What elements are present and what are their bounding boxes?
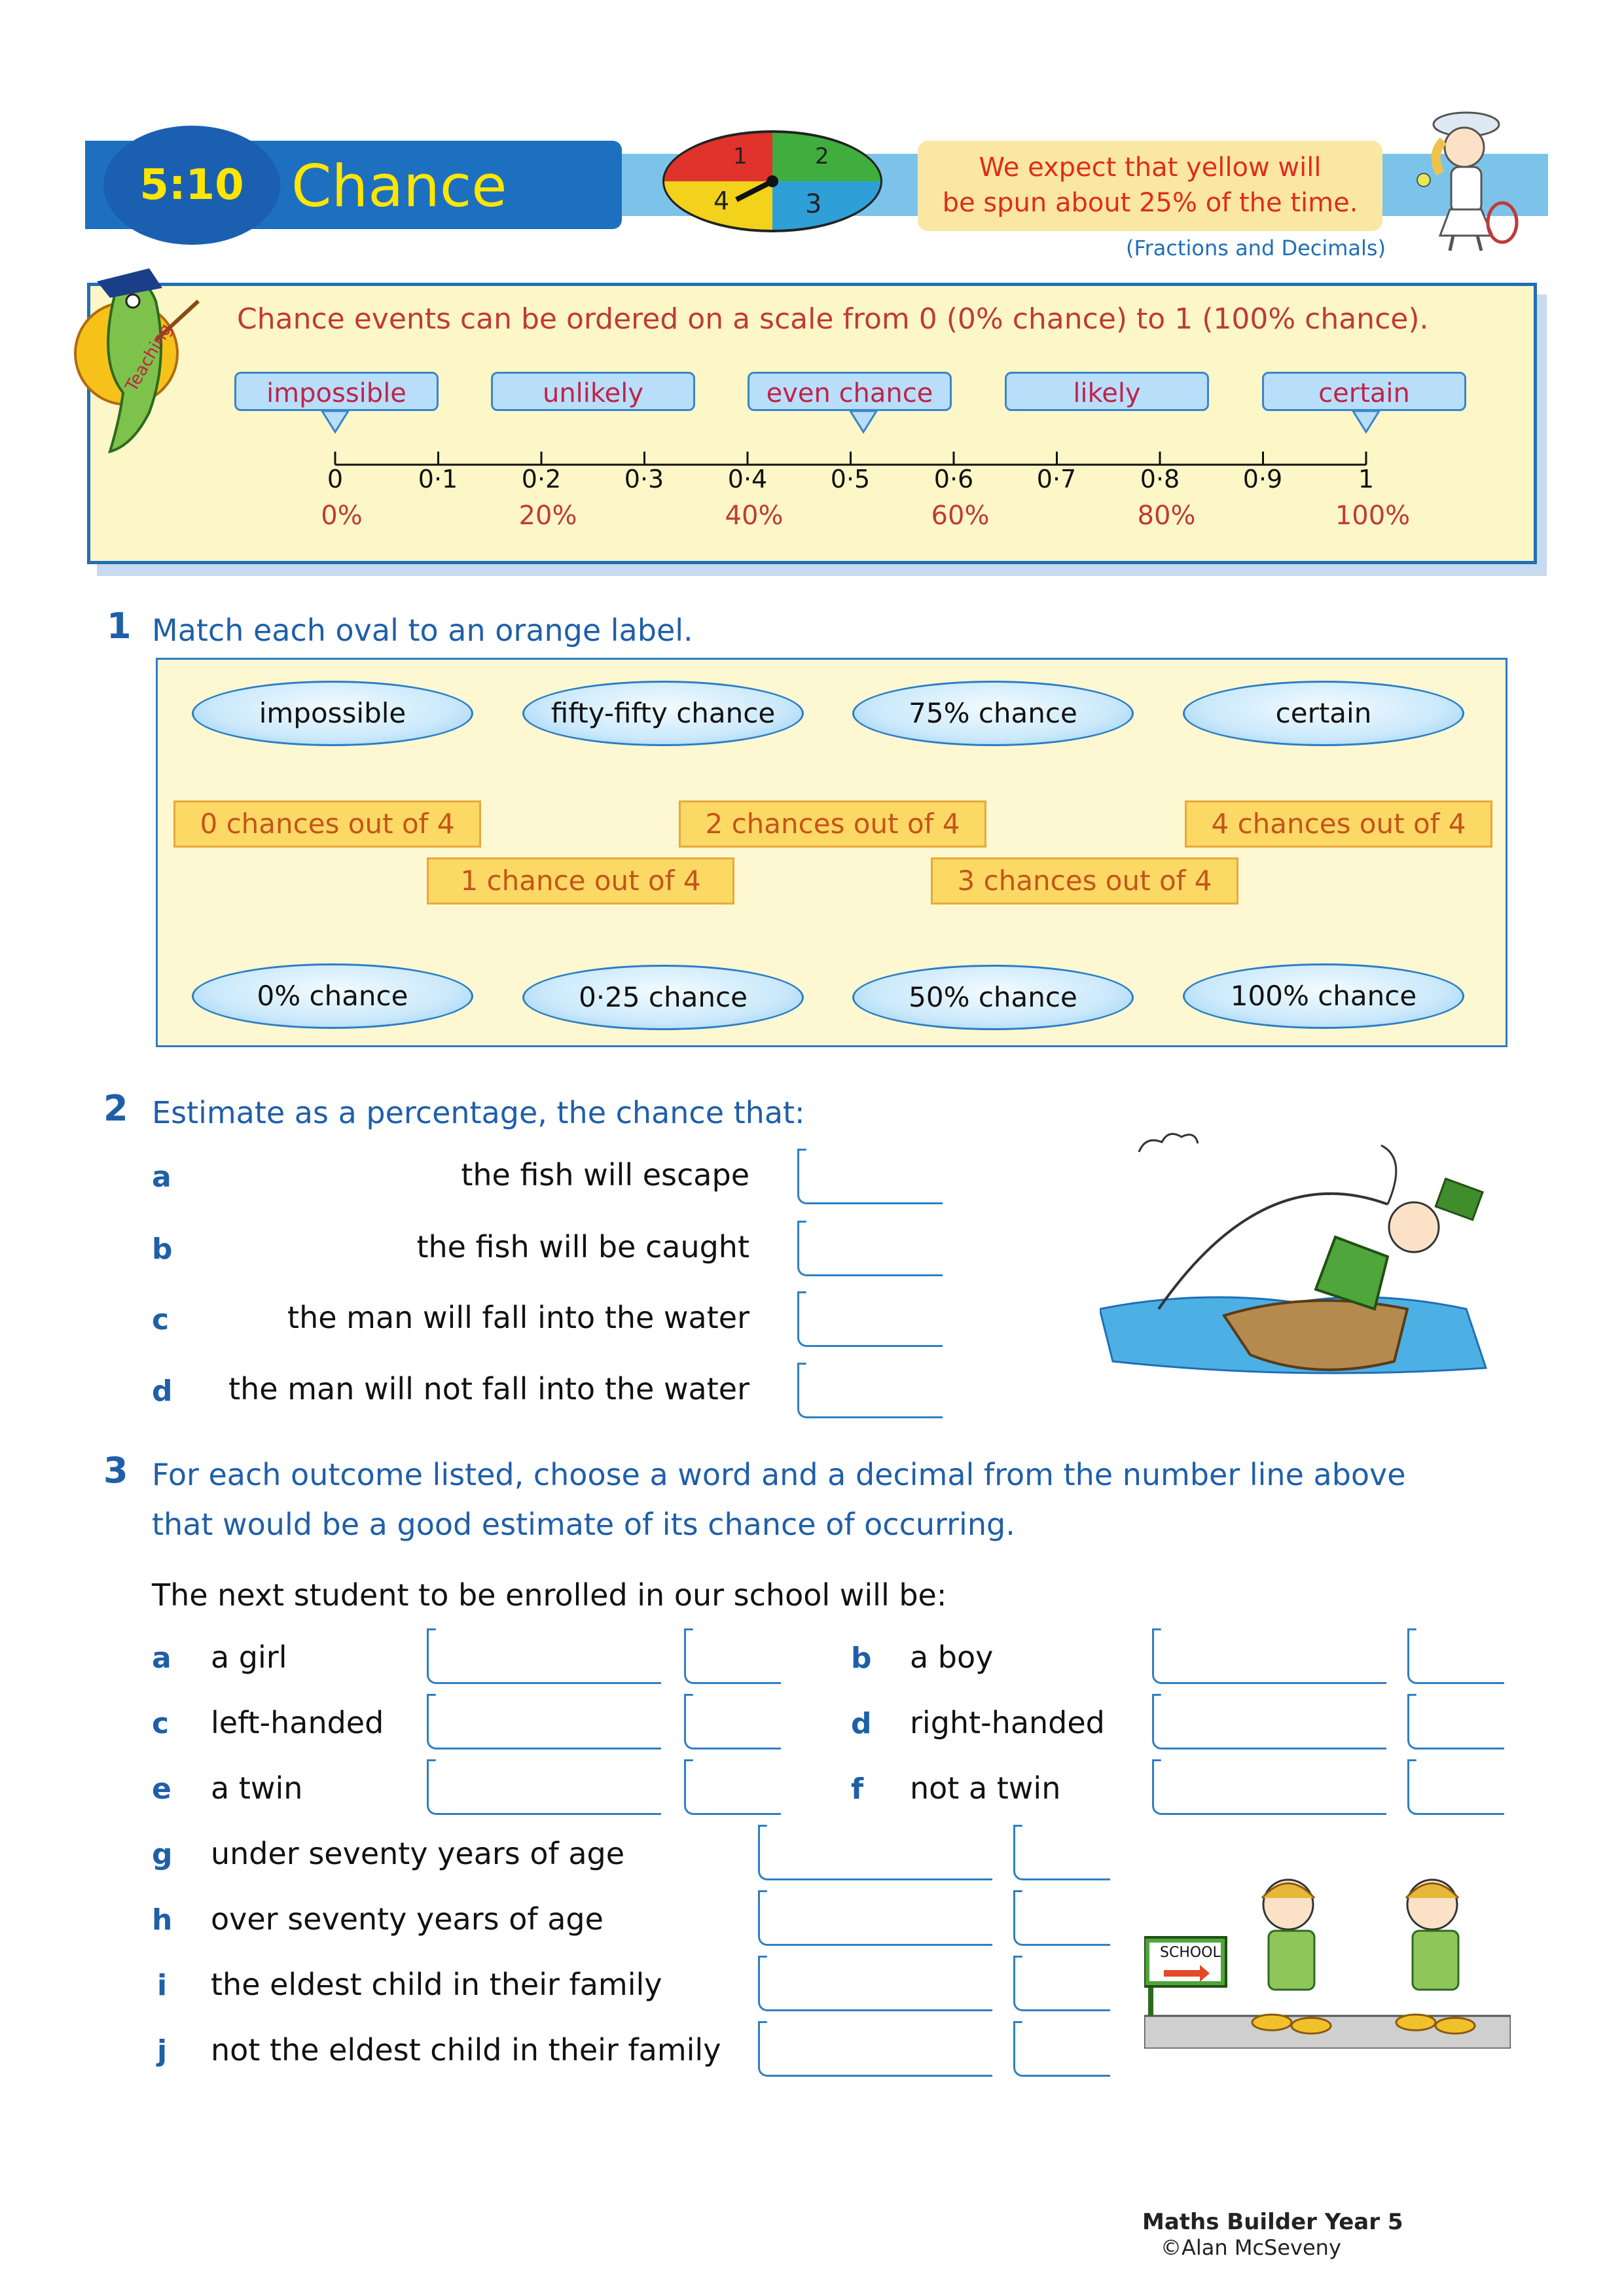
spinner-number-4: 4 (713, 187, 730, 215)
q3-decimal-answer-d[interactable] (1407, 1694, 1504, 1749)
q2-item-c: the man will fall into the water (287, 1300, 749, 1335)
q3-item-b: a boy (910, 1640, 994, 1675)
q3-decimal-answer-i[interactable] (1013, 1956, 1110, 2011)
q3-letter-f: f (851, 1772, 864, 1806)
header-callout (918, 141, 1382, 231)
q3-decimal-answer-f[interactable] (1407, 1759, 1504, 1815)
spinner-number-3: 3 (805, 189, 822, 219)
q3-item-i: the eldest child in their family (211, 1967, 662, 2002)
percent-20: 20% (518, 501, 577, 531)
percent-80: 80% (1137, 501, 1196, 531)
q3-text-line-1: For each outcome listed, choose a word and a decimal from the number line above (152, 1457, 1406, 1492)
q3-decimal-answer-g[interactable] (1013, 1825, 1110, 1880)
school-sign-text: SCHOOL (1160, 1945, 1221, 1961)
scale-label-unlikely: unlikely (491, 372, 695, 411)
q3-letter-h: h (152, 1903, 173, 1937)
orange-label-4-of-4[interactable]: 4 chances out of 4 (1185, 800, 1492, 848)
q3-item-f: not a twin (910, 1770, 1061, 1806)
q3-word-answer-i[interactable] (758, 1956, 992, 2011)
q3-word-answer-j[interactable] (758, 2021, 992, 2077)
orange-label-3-of-4[interactable]: 3 chances out of 4 (931, 857, 1238, 905)
tick-0-9: 0·9 (1242, 465, 1283, 493)
q3-item-a: a girl (211, 1640, 287, 1675)
q2-answer-c[interactable] (797, 1291, 943, 1347)
oval-0-25-chance[interactable]: 0·25 chance (522, 965, 804, 1030)
scale-label-even-chance: even chance (748, 372, 952, 411)
tick-0: 0 (327, 465, 344, 493)
topic-label: (Fractions and Decimals) (1126, 236, 1386, 260)
tick-0-8: 0·8 (1140, 465, 1180, 493)
q2-answer-b[interactable] (797, 1221, 943, 1276)
q3-item-c: left-handed (211, 1705, 384, 1740)
q2-item-b: the fish will be caught (416, 1229, 749, 1265)
q1-number: 1 (107, 605, 132, 647)
orange-label-2-of-4[interactable]: 2 chances out of 4 (679, 800, 986, 848)
q3-intro: The next student to be enrolled in our school will be: (152, 1577, 947, 1613)
q3-letter-a: a (152, 1641, 171, 1675)
q3-word-answer-d[interactable] (1152, 1694, 1386, 1749)
q3-item-d: right-handed (910, 1705, 1105, 1740)
lesson-code: 5:10 (139, 161, 244, 209)
teaching-text: Chance events can be ordered on a scale from 0 (0% chance) to 1 (100% chance). (237, 302, 1429, 336)
q3-item-e: a twin (211, 1770, 303, 1806)
q2-letter-c: c (152, 1303, 170, 1336)
q3-decimal-answer-a[interactable] (684, 1628, 781, 1684)
tick-1: 1 (1358, 465, 1375, 493)
scale-label-impossible: impossible (234, 372, 439, 411)
fisherman-illustration (1100, 1093, 1492, 1401)
q2-text: Estimate as a percentage, the chance that: (152, 1095, 805, 1130)
q3-word-answer-g[interactable] (758, 1825, 992, 1880)
tick-0-1: 0·1 (418, 465, 458, 493)
scale-label-certain: certain (1262, 372, 1466, 411)
q2-letter-d: d (152, 1374, 173, 1408)
q3-letter-g: g (152, 1838, 173, 1871)
q2-number: 2 (103, 1088, 128, 1129)
percent-0: 0% (321, 501, 363, 531)
pointer-even-chance (850, 411, 876, 432)
callout-line-1: We expect that yellow will (979, 152, 1322, 183)
teaching-fish-badge (71, 262, 202, 458)
scale-label-likely: likely (1005, 372, 1209, 411)
orange-label-0-of-4[interactable]: 0 chances out of 4 (173, 800, 481, 848)
q3-item-g: under seventy years of age (211, 1836, 625, 1871)
q3-letter-c: c (152, 1707, 170, 1740)
q2-answer-d[interactable] (797, 1363, 943, 1418)
q3-decimal-answer-c[interactable] (684, 1694, 781, 1749)
q2-item-d: the man will not fall into the water (228, 1371, 749, 1407)
q3-decimal-answer-j[interactable] (1013, 2021, 1110, 2077)
oval-impossible[interactable]: impossible (192, 681, 473, 746)
q2-letter-a: a (152, 1160, 171, 1194)
q3-decimal-answer-h[interactable] (1013, 1890, 1110, 1946)
oval-fifty-fifty[interactable]: fifty-fifty chance (522, 681, 804, 746)
q3-word-answer-h[interactable] (758, 1890, 992, 1946)
q3-word-answer-c[interactable] (427, 1694, 661, 1749)
tick-0-4: 0·4 (727, 465, 768, 493)
q2-item-a: the fish will escape (461, 1157, 749, 1193)
q1-text: Match each oval to an orange label. (152, 613, 693, 648)
school-children-illustration (1144, 1865, 1511, 2049)
tick-0-2: 0·2 (521, 465, 562, 493)
percent-100: 100% (1335, 501, 1411, 531)
q2-letter-b: b (152, 1232, 173, 1266)
footer-book-title: Maths Builder Year 5 (1142, 2209, 1403, 2235)
q3-word-answer-f[interactable] (1152, 1759, 1386, 1815)
oval-0-percent[interactable]: 0% chance (192, 963, 473, 1029)
q3-letter-e: e (152, 1772, 171, 1806)
pointer-impossible (322, 411, 348, 432)
tick-0-6: 0·6 (933, 465, 974, 493)
oval-50-percent[interactable]: 50% chance (852, 965, 1134, 1030)
oval-75-percent[interactable]: 75% chance (852, 681, 1134, 746)
oval-certain[interactable]: certain (1183, 681, 1464, 746)
tick-0-7: 0·7 (1036, 465, 1077, 493)
tick-0-3: 0·3 (624, 465, 664, 493)
tick-0-5: 0·5 (830, 465, 871, 493)
oval-100-percent[interactable]: 100% chance (1183, 963, 1464, 1029)
footer-author: ©Alan McSeveny (1161, 2235, 1341, 2260)
percent-40: 40% (725, 501, 784, 531)
percent-60: 60% (931, 501, 990, 531)
q3-word-answer-e[interactable] (427, 1759, 661, 1815)
q3-letter-j: j (157, 2034, 168, 2068)
orange-label-1-of-4[interactable]: 1 chance out of 4 (427, 857, 734, 905)
q3-number: 3 (103, 1450, 128, 1491)
q3-decimal-answer-b[interactable] (1407, 1628, 1504, 1684)
spinner-number-2: 2 (815, 143, 829, 170)
tennis-girl-illustration (1404, 101, 1528, 255)
q3-word-answer-a[interactable] (427, 1628, 661, 1684)
q3-item-j: not the eldest child in their family (211, 2032, 721, 2068)
q3-letter-i: i (157, 1969, 168, 2002)
q2-answer-a[interactable] (797, 1149, 943, 1204)
page-title: Chance (291, 152, 507, 220)
number-line (314, 411, 1388, 470)
pointer-certain (1353, 411, 1379, 432)
q3-text-line-2: that would be a good estimate of its chance of occurring. (152, 1507, 1015, 1542)
q3-decimal-answer-e[interactable] (684, 1759, 781, 1815)
teaching-badge-label: Teaching (122, 320, 177, 395)
q3-letter-b: b (851, 1641, 872, 1675)
spinner-number-1: 1 (733, 143, 748, 170)
q3-item-h: over seventy years of age (211, 1901, 604, 1937)
callout-line-2: be spun about 25% of the time. (942, 188, 1358, 218)
spinner-illustration (658, 128, 887, 236)
q3-letter-d: d (851, 1707, 872, 1740)
q3-word-answer-b[interactable] (1152, 1628, 1386, 1684)
